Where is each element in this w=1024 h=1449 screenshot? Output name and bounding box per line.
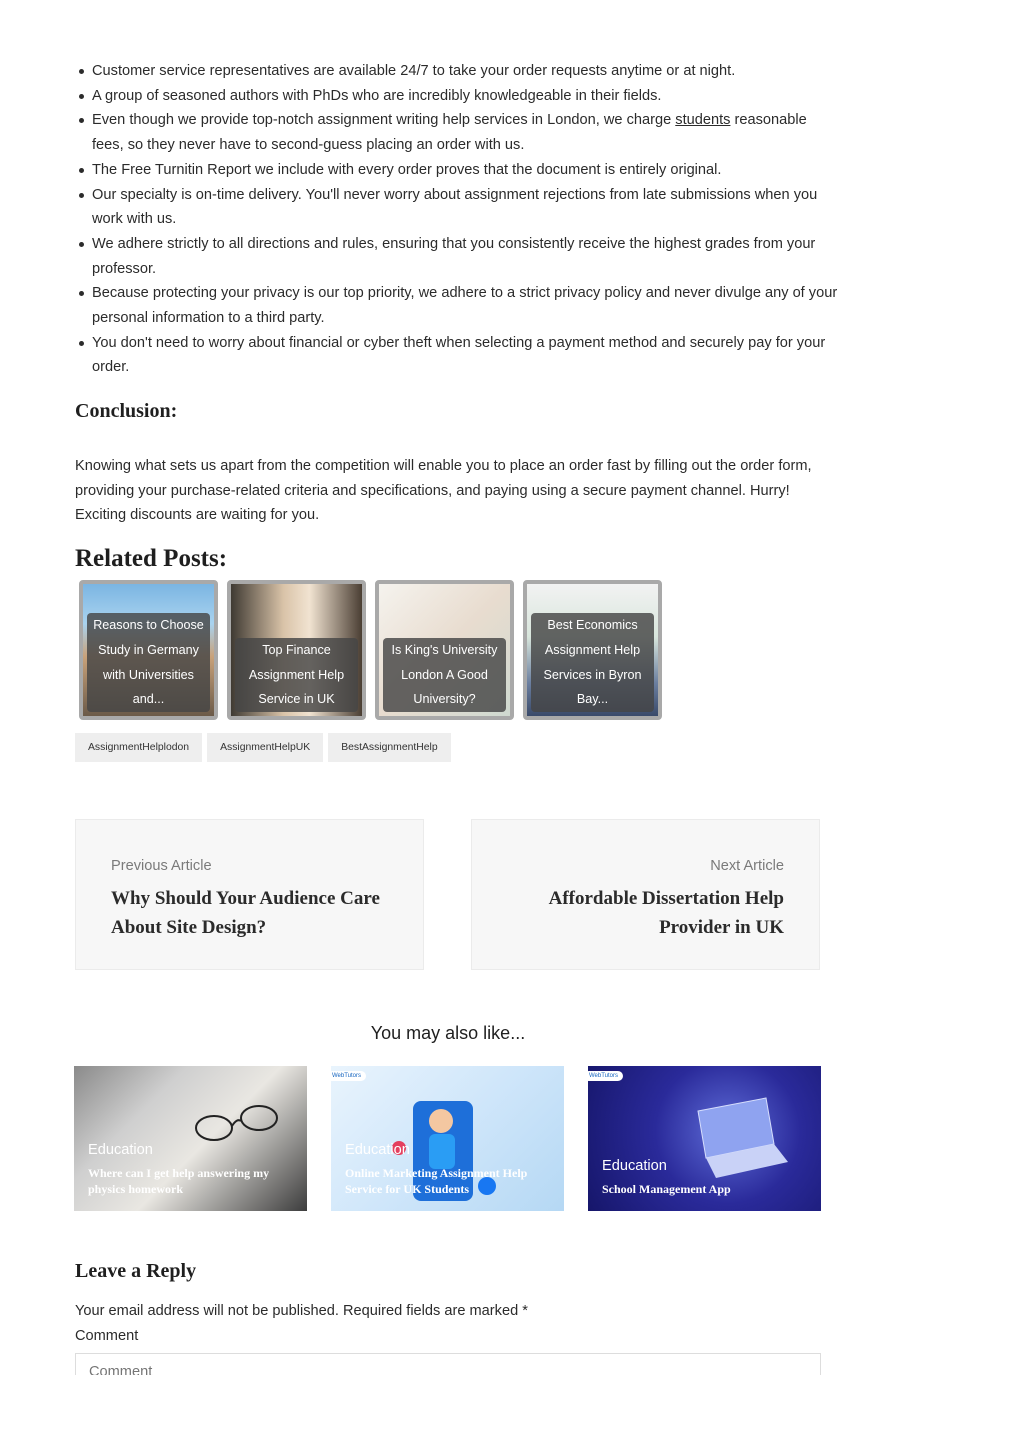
list-item-text: reasonable fees, so they never have to second-guess placing an order with us. xyxy=(92,112,807,154)
comment-textarea[interactable] xyxy=(76,1354,820,1375)
also-like-card[interactable] xyxy=(74,1066,307,1211)
next-article-label: Next Article xyxy=(710,858,784,874)
comment-field-wrapper xyxy=(75,1353,821,1375)
related-posts-heading: Related Posts: xyxy=(75,545,228,572)
site-badge: WebTutors xyxy=(588,1071,623,1081)
related-post-card[interactable] xyxy=(79,580,218,720)
previous-article-label: Previous Article xyxy=(111,858,212,874)
tag-link[interactable]: AssignmentHelplodon xyxy=(75,733,202,762)
list-item-text: Because protecting your privacy is our top priority, we adhere to a strict privacy policy and never divulge any of your personal information to a third party. xyxy=(92,285,838,327)
list-item-text: We adhere strictly to all directions and rules, ensuring that you consistently receive the highest grades from your professor. xyxy=(92,235,816,277)
list-item-text: A group of seasoned authors with PhDs who are incredibly knowledgeable in their fields. xyxy=(92,87,662,104)
site-badge: WebTutors xyxy=(331,1071,366,1081)
tag-list xyxy=(75,733,451,762)
email-notice: Your email address will not be published. Required fields are marked * xyxy=(75,1303,528,1319)
conclusion-heading: Conclusion: xyxy=(75,400,178,422)
conclusion-paragraph: Knowing what sets us apart from the competition will enable you to place an order fast by filling out the order form, providing your purchase-related criteria and specifications, and paying using a secure payment channel. Hurry! Exciting discounts are waiting for you. xyxy=(75,458,812,524)
related-post-card[interactable] xyxy=(227,580,366,720)
related-post-title[interactable]: Top Finance Assignment Help Service in UK xyxy=(235,638,358,712)
card-category[interactable]: Education xyxy=(88,1142,153,1158)
next-article-title[interactable]: Affordable Dissertation Help Provider in UK xyxy=(548,888,784,938)
list-item xyxy=(92,232,838,281)
related-posts-grid xyxy=(79,580,662,720)
list-item xyxy=(92,183,838,232)
list-item xyxy=(92,158,838,183)
tag-link[interactable]: BestAssignmentHelp xyxy=(328,733,450,762)
list-item-text: The Free Turnitin Report we include with every order proves that the document is entirely original. xyxy=(92,161,722,178)
list-item xyxy=(92,331,838,380)
list-item xyxy=(92,59,838,84)
list-item xyxy=(92,84,838,109)
list-item xyxy=(92,281,838,330)
previous-article-box[interactable] xyxy=(75,819,424,970)
related-post-title[interactable]: Is King's University London A Good University? xyxy=(383,638,506,712)
related-post-card[interactable] xyxy=(523,580,662,720)
card-title[interactable]: Online Marketing Assignment Help Service for UK Students xyxy=(345,1166,528,1196)
feature-list xyxy=(75,59,838,380)
also-like-card[interactable] xyxy=(331,1066,564,1211)
card-category[interactable]: Education xyxy=(345,1142,410,1158)
related-post-title[interactable]: Best Economics Assignment Help Services in Byron Bay... xyxy=(531,613,654,712)
card-category[interactable]: Education xyxy=(602,1158,667,1174)
card-title[interactable]: School Management App xyxy=(602,1182,731,1196)
related-post-title[interactable]: Reasons to Choose Study in Germany with Universities and... xyxy=(87,613,210,712)
also-like-grid xyxy=(74,1066,821,1211)
comment-label: Comment xyxy=(75,1328,139,1344)
related-post-card[interactable] xyxy=(375,580,514,720)
list-item-text: Customer service representatives are available 24/7 to take your order requests anytime or at night. xyxy=(92,63,736,79)
list-item-text: Even though we provide top-notch assignment writing help services in London, we charge xyxy=(92,112,676,129)
tag-link[interactable]: AssignmentHelpUK xyxy=(207,733,323,762)
list-item-text: You don't need to worry about financial or cyber theft when selecting a payment method and securely pay for your order. xyxy=(92,334,826,376)
also-like-card[interactable] xyxy=(588,1066,821,1211)
you-may-also-like-heading: You may also like... xyxy=(370,1023,526,1043)
previous-article-title[interactable]: Why Should Your Audience Care About Site Design? xyxy=(111,888,380,938)
students-link[interactable]: students xyxy=(675,112,731,129)
card-title[interactable]: Where can I get help answering my physics homework xyxy=(88,1166,270,1196)
list-item xyxy=(92,108,838,157)
list-item-text: Our specialty is on-time delivery. You'll never worry about assignment rejections from late submissions when you work with us. xyxy=(92,186,818,228)
next-article-box[interactable] xyxy=(471,819,820,970)
leave-reply-heading: Leave a Reply xyxy=(75,1260,197,1282)
